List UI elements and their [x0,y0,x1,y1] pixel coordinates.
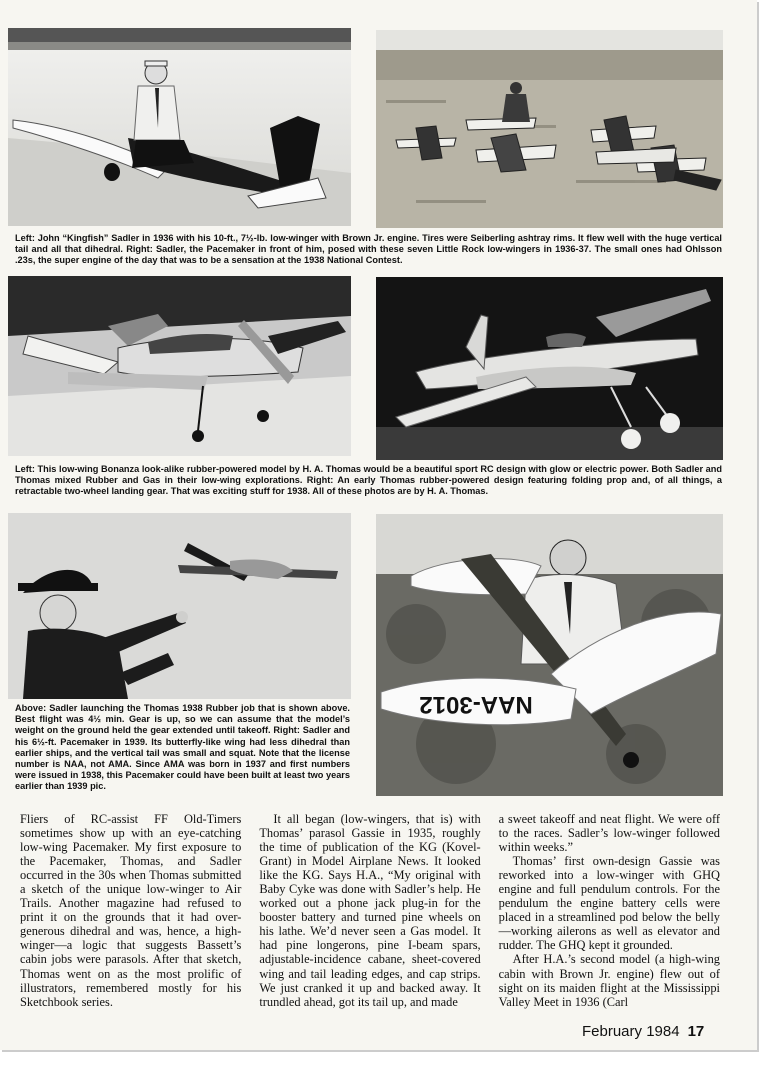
column-3 [499,812,720,1009]
photo-sadler-launching [8,513,351,699]
paragraph: It all began (low-wingers, that is) with Thomas’ parasol Gassie in 1935, roughly the time of publication of the KG (Kovel-Grant) in Model Airplane News. It looked like the KG. Says H.A., “My original with Baby Cyke was done with Sadler’s help. He worked out a phone jack plug-in for the booster battery and turned pine wheels on his lathe. We’d never seen a Gas model. It had pine longerons, pine I-beam spars, adjustable-incidence cabane, sheet-covered wing and tail leading edges, and cap strips. We just cranked it up and backed away. It trundled ahead, got its tail up, and made [259,812,481,1009]
article-body [20,812,720,1009]
paragraph: a sweet takeoff and neat flight. We were off to the races. Sadler’s low-winger followed within weeks.” [498,812,720,855]
paragraph: After H.A.’s second model (a high-wing cabin with Brown Jr. engine) flew out of sight on its maiden flight at the Mississippi Valley Meet in 1936 (Carl [498,952,720,1009]
photo-sadler-10ft-low-winger [8,28,351,226]
page-number: 17 [687,1023,705,1040]
caption-middle: Left: This low-wing Bonanza look-alike rubber-powered model by H. A. Thomas would be a beautiful sport RC design with glow or electric power. Both Sadler and Thomas mixed Rubber and Gas in their low-wing explorations. Right: An early Thomas rubber-powered design featuring folding prop and, of all things, a retractable two-wheel landing gear. That was exciting stuff for 1938. All of these photos are by H. A. Thomas. [15,464,722,497]
photo-seven-low-wingers [376,30,723,228]
caption-top: Left: John “Kingfish” Sadler in 1936 with his 10-ft., 7½-lb. low-winger with Brown Jr. engine. Tires were Seiberling ashtray rims. It flew well with the huge vertical tail and all that dihedral. Right: Sadler, the Pacemaker in front of him, posed with these seven Little Rock low-wingers in 1936-37. The small ones had Ohlsson .23s, the super engine of the day that was to be a sensation at the 1938 National Contest. [15,233,722,266]
caption-bottom: Above: Sadler launching the Thomas 1938 Rubber job that is shown above. Best flight was 4½ min. Gear is up, so we can assume that the model’s weight on the ground held the gear extended until takeoff. Right: Sadler and his 6½-ft. Pacemaker in 1939. Its butterfly-like wing had less dihedral than earlier ships, and the vertical tail was small and squat. Note that the license number is NAA, not AMA. Since AMA was born in 1937 and first numbers were issued in 1938, this Pacemaker could have been built at least two years earlier than 1939 pic. [15,703,350,792]
photo-bonanza-lookalike [8,276,351,456]
issue-date: February 1984 [582,1023,680,1040]
paragraph: Thomas’ first own-design Gassie was reworked into a low-winger with GHQ engine and full pendulum controls. For the pendulum the engine battery cells were placed in a streamlined pod below the belly—working ailerons as well as elevator and rudder. The GHQ kept it grounded. [498,854,720,953]
photo-sadler-pacemaker-1939 [376,514,723,796]
page-footer [582,1023,704,1040]
license-number: NAA-3012 [419,691,533,718]
column-1 [20,812,241,1009]
column-2 [259,812,480,1009]
photo-thomas-retractable-gear [376,277,723,460]
paragraph: Fliers of RC-assist FF Old-Timers sometimes show up with an eye-catching low-wing Pacemaker. My first exposure to the Pacemaker, Thomas, and Sadler occurred in the 30s when Thomas submitted a sketch of the unique low-winger to Air Trails. Another magazine had refused to print it on the grounds that it had over-generous dihedral and was, hence, a high-winger—a logic that suggests Bassett’s cabin jobs were parasols. After that sketch, Thomas went on as the most prolific of illustrators, remembered mostly for his Sketchbook series. [20,812,242,1009]
